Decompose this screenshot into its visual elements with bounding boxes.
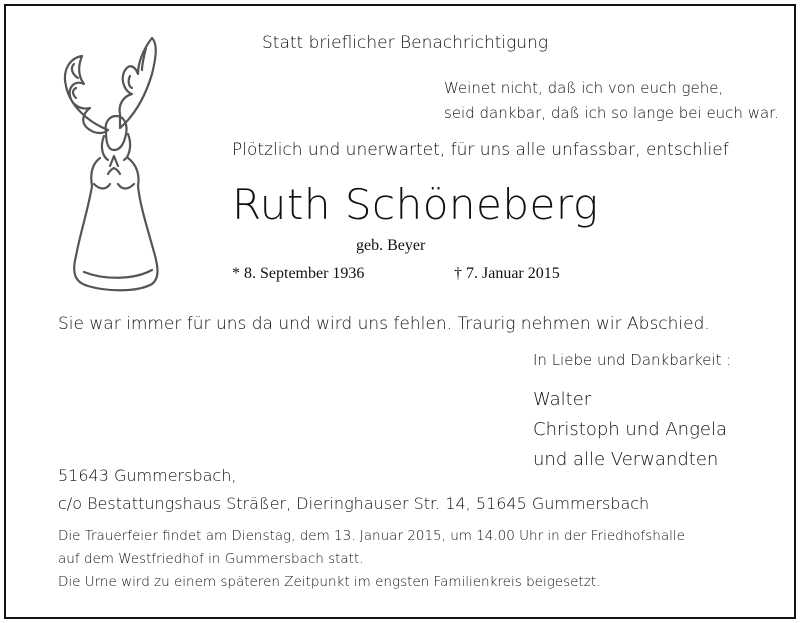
mourners-intro: In Liebe und Dankbarkeit : [533,351,732,369]
birth-date: * 8. September 1936 [232,265,365,282]
deceased-name: Ruth Schöneberg [232,180,599,229]
intro-text: Plötzlich und unerwartet, für uns alle unfassbar, entschlief [232,140,729,160]
tribute-text: Sie war immer für uns da und wird uns fehlen. Traurig nehmen wir Abschied. [58,314,710,334]
poem-line-1: Weinet nicht, daß ich von euch gehe, [444,79,724,97]
poem-line-2: seid dankbar, daß ich so lange bei euch war. [444,104,779,122]
header-text: Statt brieflicher Benachrichtigung [262,33,549,53]
maiden-name: geb. Beyer [356,237,426,254]
address-line-1: 51643 Gummersbach, [58,466,237,485]
mourner-1: Walter [533,389,592,410]
death-date: † 7. Januar 2015 [454,265,560,282]
service-line-2: auf dem Westfriedhof in Gummersbach statt. [58,551,364,567]
angel-icon [48,34,178,296]
service-line-1: Die Trauerfeier findet am Dienstag, dem 13. Januar 2015, um 14.00 Uhr in der Friedhofshalle [58,528,685,544]
mourner-2: Christoph und Angela [533,419,727,440]
address-line-2: c/o Bestattungshaus Sträßer, Dieringhauser Str. 14, 51645 Gummersbach [58,494,650,513]
mourner-3: und alle Verwandten [533,449,719,470]
service-line-3: Die Urne wird zu einem späteren Zeitpunkt im engsten Familienkreis beigesetzt. [58,574,601,590]
